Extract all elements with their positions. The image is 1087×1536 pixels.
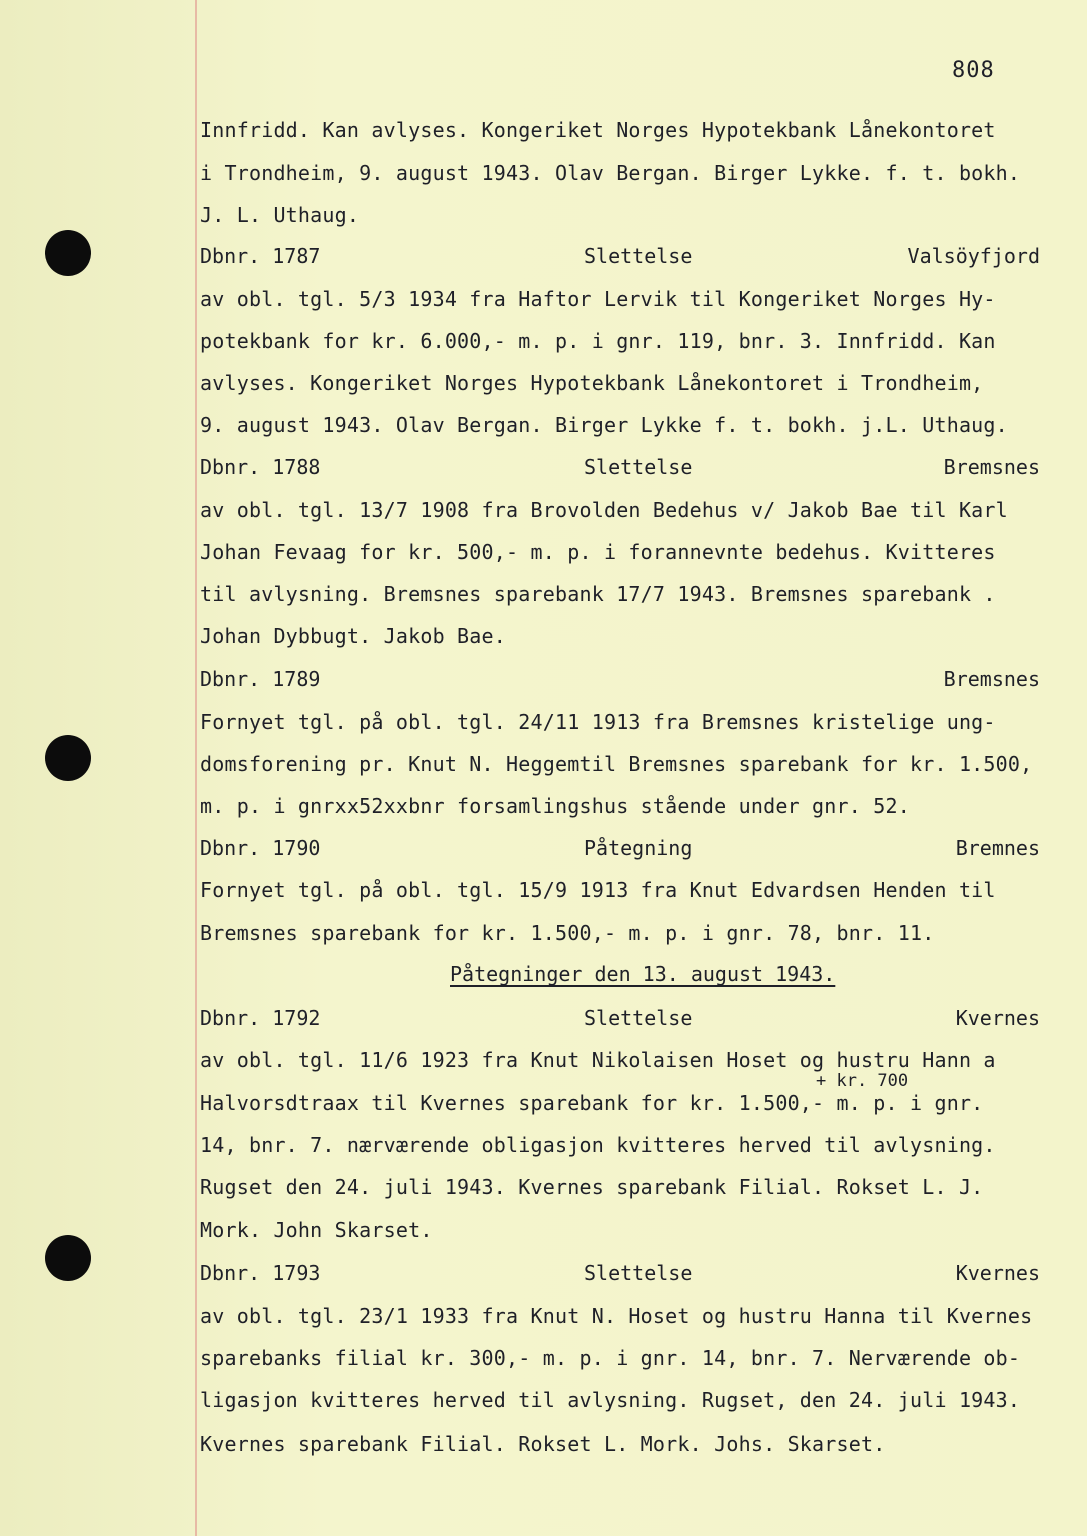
entry-type: Påtegning: [584, 836, 693, 860]
text-line: Mork. John Skarset.: [200, 1218, 433, 1242]
entry-place: Bremnes: [955, 836, 1040, 860]
text-line: Halvorsdtraax til Kvernes sparebank for kr. 1.500,- m. p. i gnr.: [200, 1091, 984, 1115]
entry-dbnr: Dbnr. 1787: [200, 244, 321, 268]
entry-type: Slettelse: [584, 1006, 693, 1030]
entry-header: [200, 243, 1040, 269]
text-line: Fornyet tgl. på obl. tgl. 15/9 1913 fra Knut Edvardsen Henden til: [200, 878, 996, 902]
text-line: Kvernes sparebank Filial. Rokset L. Mork. Johs. Skarset.: [200, 1432, 886, 1456]
text-line: Johan Dybbugt. Jakob Bae.: [200, 624, 507, 648]
text-line: Fornyet tgl. på obl. tgl. 24/11 1913 fra Bremsnes kristelige ung-: [200, 710, 996, 734]
entry-type: Slettelse: [584, 1261, 693, 1285]
text-line: til avlysning. Bremsnes sparebank 17/7 1943. Bremsnes sparebank .: [200, 582, 996, 606]
entry-place: Bremsnes: [943, 667, 1040, 691]
text-line: 9. august 1943. Olav Bergan. Birger Lykke f. t. bokh. j.L. Uthaug.: [200, 413, 1008, 437]
text-line: av obl. tgl. 11/6 1923 fra Knut Nikolaisen Hoset og hustru Hann a: [200, 1048, 996, 1072]
text-line: potekbank for kr. 6.000,- m. p. i gnr. 119, bnr. 3. Innfridd. Kan: [200, 329, 996, 353]
entry-type: Slettelse: [584, 244, 693, 268]
text-line: av obl. tgl. 13/7 1908 fra Brovolden Bedehus v/ Jakob Bae til Karl: [200, 498, 1008, 522]
entry-header: [200, 1005, 1040, 1031]
entry-place: Kvernes: [955, 1006, 1040, 1030]
page-number: 808: [952, 58, 995, 83]
text-line: Innfridd. Kan avlyses. Kongeriket Norges Hypotekbank Lånekontoret: [200, 118, 996, 142]
text-line: 14, bnr. 7. nærværende obligasjon kvitteres herved til avlysning.: [200, 1133, 996, 1157]
text-line: sparebanks filial kr. 300,- m. p. i gnr. 14, bnr. 7. Nerværende ob-: [200, 1346, 1021, 1370]
text-line: m. p. i gnrxx52xxbnr forsamlingshus stående under gnr. 52.: [200, 794, 910, 818]
punch-hole: [45, 1235, 91, 1281]
text-line: Bremsnes sparebank for kr. 1.500,- m. p. i gnr. 78, bnr. 11.: [200, 921, 935, 945]
margin-rule: [195, 0, 197, 1536]
section-heading: Påtegninger den 13. august 1943.: [450, 962, 836, 986]
text-line: av obl. tgl. 5/3 1934 fra Haftor Lervik til Kongeriket Norges Hy-: [200, 287, 996, 311]
text-line: i Trondheim, 9. august 1943. Olav Bergan. Birger Lykke. f. t. bokh.: [200, 161, 1021, 185]
entry-place: Valsöyfjord: [907, 244, 1040, 268]
entry-header: [200, 1260, 1040, 1286]
text-line: Rugset den 24. juli 1943. Kvernes sparebank Filial. Rokset L. J.: [200, 1175, 984, 1199]
text-line: J. L. Uthaug.: [200, 203, 360, 227]
entry-dbnr: Dbnr. 1789: [200, 667, 321, 691]
punch-hole: [45, 230, 91, 276]
entry-header: [200, 666, 1040, 692]
interlinear-note: + kr. 700: [816, 1071, 909, 1091]
punch-hole: [45, 735, 91, 781]
text-line: av obl. tgl. 23/1 1933 fra Knut N. Hoset og hustru Hanna til Kvernes: [200, 1304, 1033, 1328]
entry-dbnr: Dbnr. 1790: [200, 836, 321, 860]
entry-place: Bremsnes: [943, 455, 1040, 479]
entry-place: Kvernes: [955, 1261, 1040, 1285]
entry-header: [200, 835, 1040, 861]
entry-type: Slettelse: [584, 455, 693, 479]
text-line: avlyses. Kongeriket Norges Hypotekbank Lånekontoret i Trondheim,: [200, 371, 984, 395]
entry-dbnr: Dbnr. 1788: [200, 455, 321, 479]
text-line: domsforening pr. Knut N. Heggemtil Bremsnes sparebank for kr. 1.500,: [200, 752, 1033, 776]
entry-header: [200, 454, 1040, 480]
text-line: Johan Fevaag for kr. 500,- m. p. i forannevnte bedehus. Kvitteres: [200, 540, 996, 564]
text-line: ligasjon kvitteres herved til avlysning. Rugset, den 24. juli 1943.: [200, 1388, 1021, 1412]
entry-dbnr: Dbnr. 1793: [200, 1261, 321, 1285]
entry-dbnr: Dbnr. 1792: [200, 1006, 321, 1030]
